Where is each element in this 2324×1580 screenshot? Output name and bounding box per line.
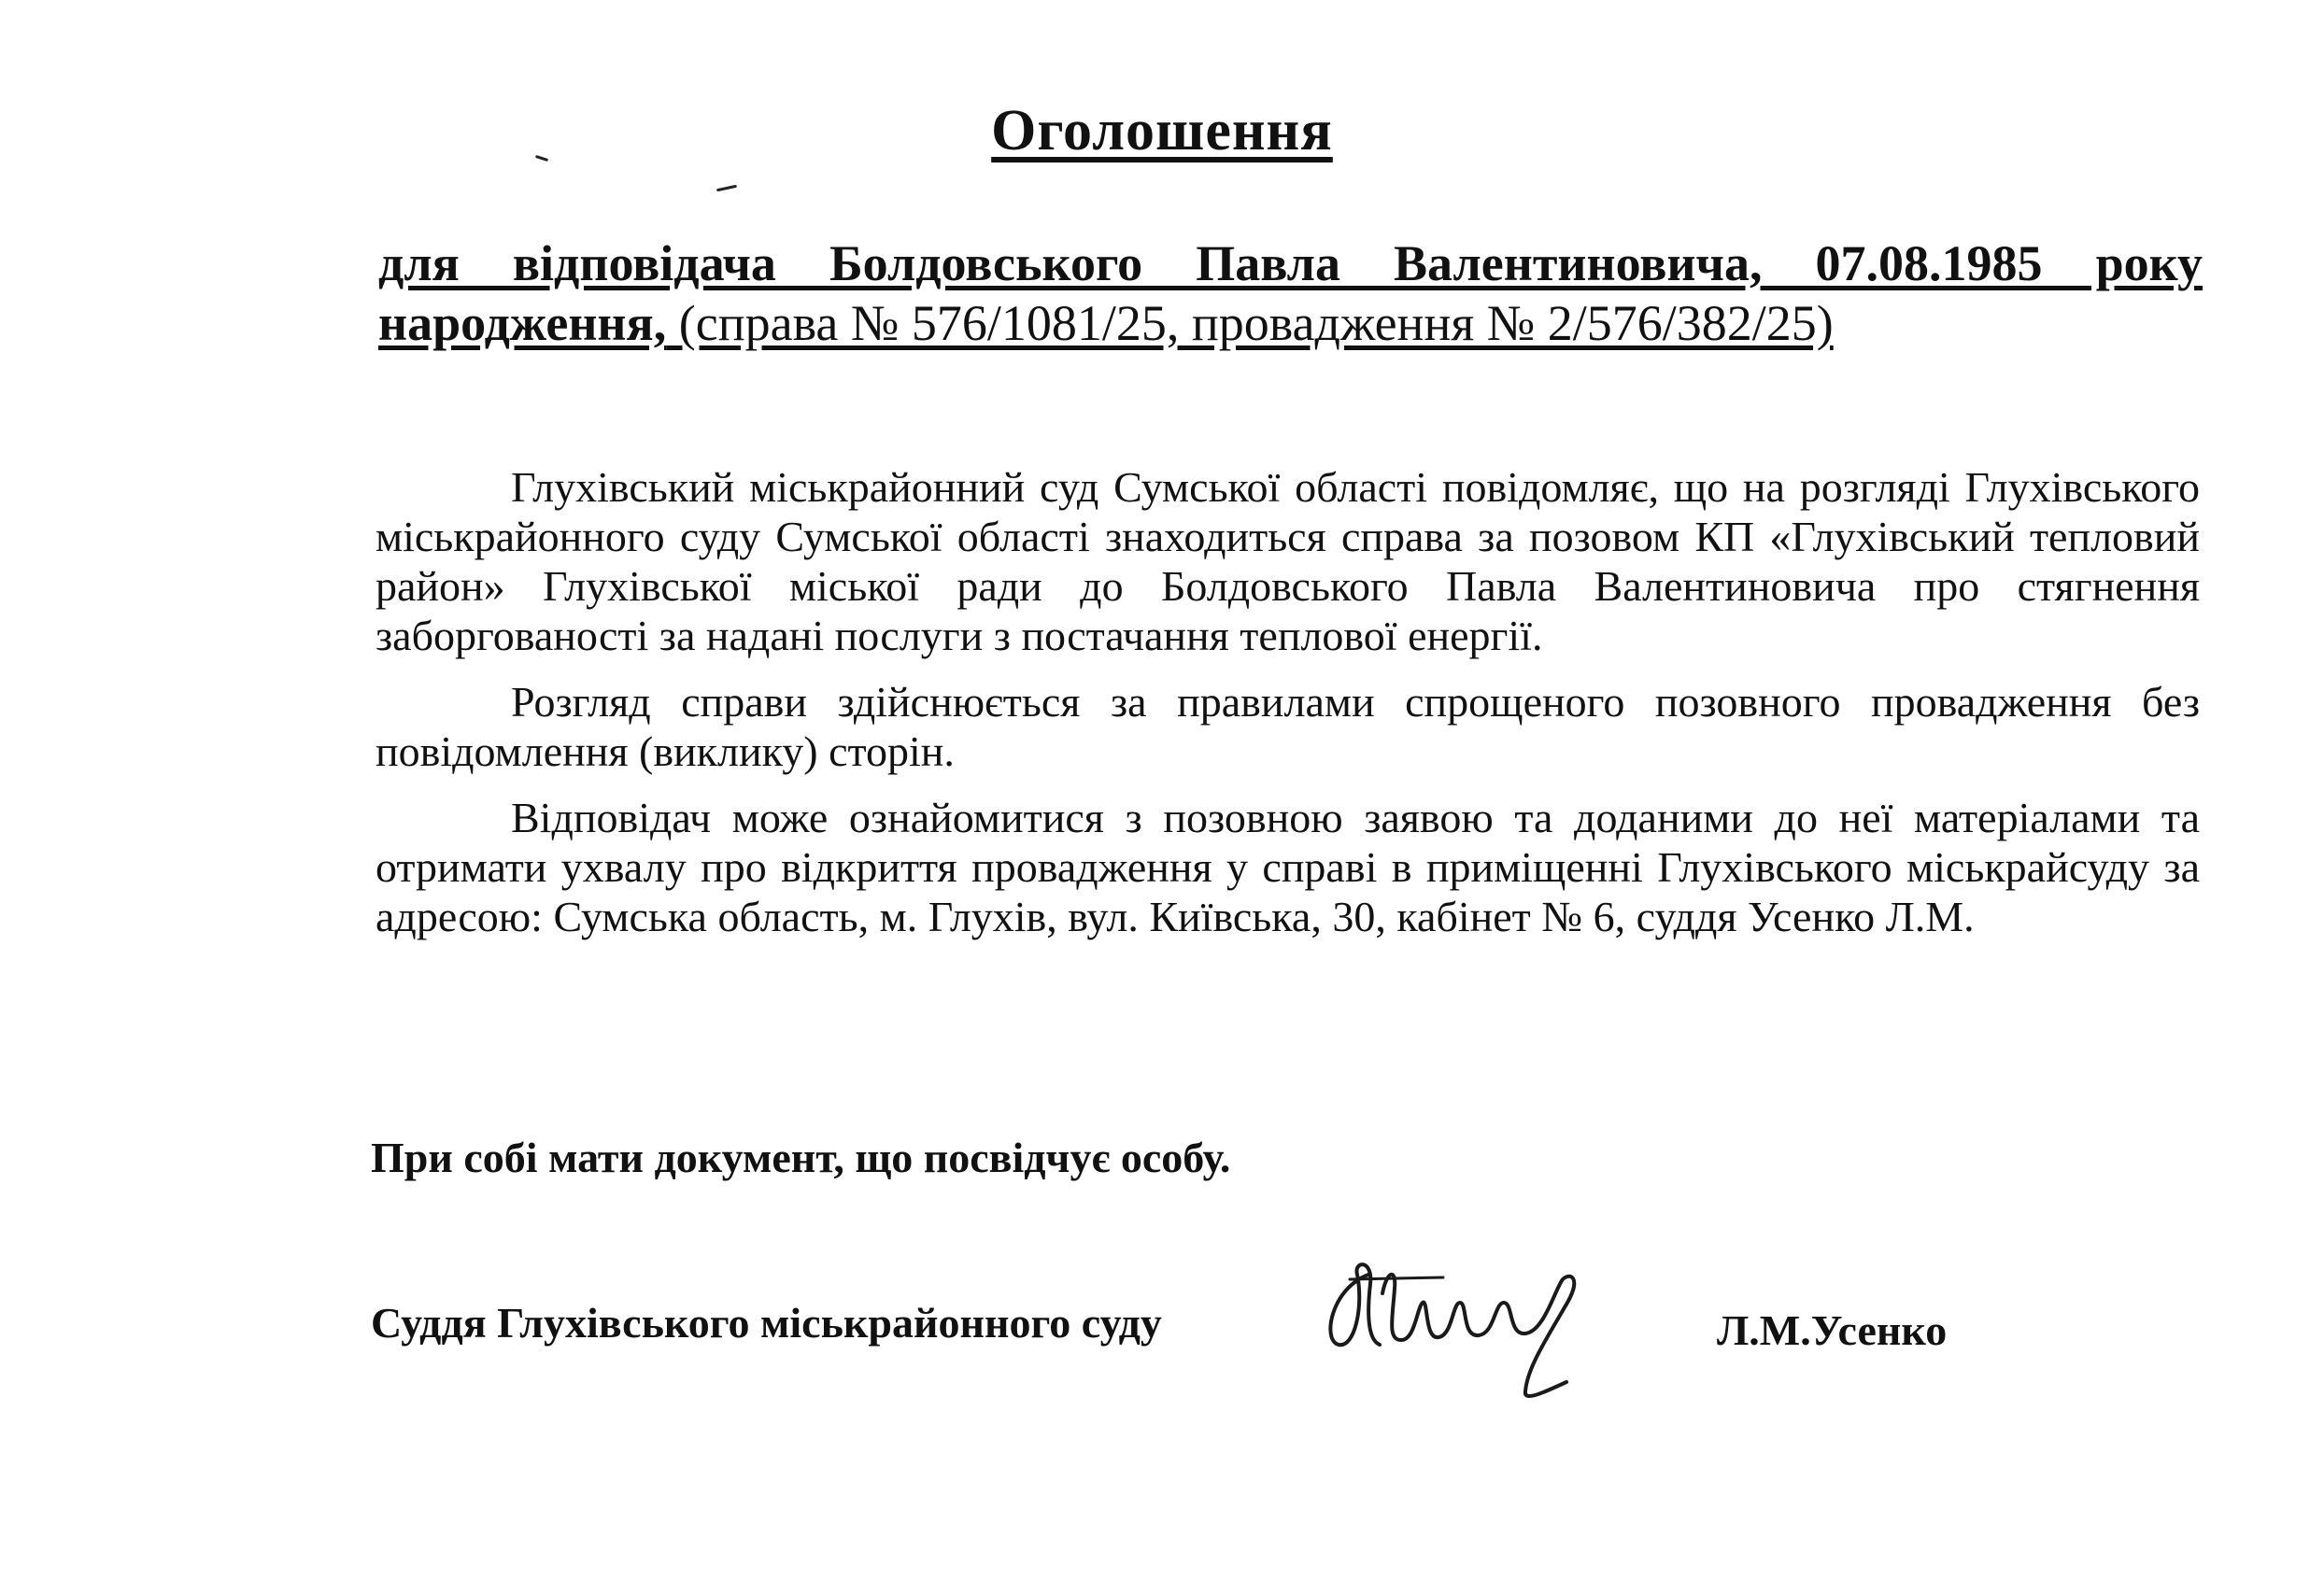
document-body (376, 462, 2200, 958)
document-title: Оголошення (991, 99, 1333, 162)
signatory-title: Суддя Глухівського міськрайонного суду (371, 1299, 1162, 1347)
heading-case-numbers: (справа № 576/1081/25, провадження № 2/576/382/25) (666, 295, 1834, 351)
scan-speck (716, 185, 737, 192)
heading-line-1: для відповідача Болдовського Павла Валентиновича, 07.08.1985 року (378, 235, 2203, 291)
id-document-note: При собі мати документ, що посвідчує особу. (371, 1134, 1231, 1181)
paragraph-procedure: Розгляд справи здійснюється за правилами спрощеного позовного провадження без повідомлення (виклику) сторін. (376, 678, 2200, 775)
handwritten-signature (1312, 1251, 1621, 1410)
paragraph-notice: Глухівський міськрайонний суд Сумської області повідомляє, що на розгляді Глухівського міськрайонного суду Сумської області знаходиться справа за позовом КП «Глухівський тепловий район» Глухівської міської ради до Болдовського Павла Валентиновича про стягнення заборгованості за надані послуги з постачання теплової енергії. (376, 463, 2200, 659)
heading-line-2-bold: народження, (378, 295, 667, 351)
paragraph-address: Відповідач може ознайомитися з позовною заявою та доданими до неї матеріалами та отримати ухвалу про відкриття провадження у справі в приміщенні Глухівського міськрайсуду за адресою: Сумська область, м. Глухів, вул. Київська, 30, кабінет № 6, суддя Усенко Л.М. (376, 794, 2200, 940)
heading-line-2 (378, 293, 2203, 353)
signatory-name: Л.М.Усенко (1717, 1306, 1948, 1354)
document-heading (378, 233, 2203, 353)
